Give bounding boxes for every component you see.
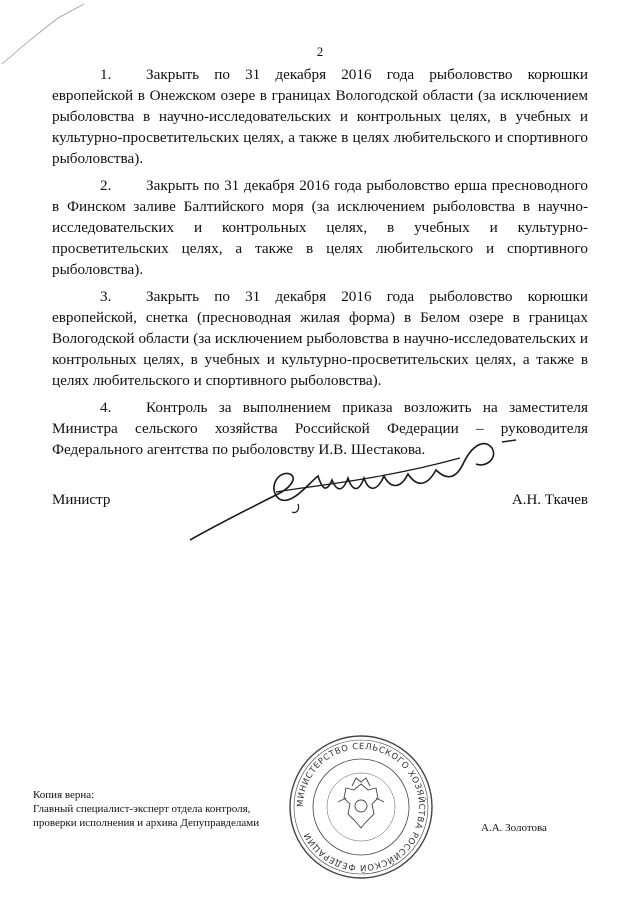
paragraph-number: 1. (100, 66, 112, 83)
official-seal (286, 732, 436, 882)
paragraph-text: Закрыть по 31 декабря 2016 года рыболовство корюшки европейской, снетка (пресноводная жилая форма) в Белом озере в границах Вологодской области (за исключением рыболовства в научно-исследовательских и контрольных целях, в учебных и культурно-просветительских целях, а также в целях любительского и спортивного рыболовства). (52, 288, 588, 389)
signer-position: Министр (52, 492, 111, 508)
paragraph-1 (52, 64, 588, 169)
paragraph-text: Закрыть по 31 декабря 2016 года рыболовство ерша пресноводного в Финском заливе Балтийского моря (за исключением рыболовства в научно-исследовательских и контрольных целях, в учебных и культурно-просветительских целях, а также в целях любительского и спортивного рыболовства). (52, 177, 588, 278)
page-number: 2 (316, 44, 324, 59)
copy-title: Копия верна: (33, 789, 95, 801)
paragraph-number: 2. (100, 177, 112, 194)
copy-position-line-1: Главный специалист-эксперт отдела контроля, (33, 803, 251, 815)
seal-text: МИНИСТЕРСТВО СЕЛЬСКОГО ХОЗЯЙСТВА РОССИЙСКОЙ ФЕДЕРАЦИИ (295, 741, 427, 873)
paragraph-text: Закрыть по 31 декабря 2016 года рыболовство корюшки европейской в Онежском озере в границах Вологодской области (за исключением рыболовства в научно-исследовательских и контрольных целях, в учебных и культурно-просветительских целях, а также в целях любительского и спортивного рыболовства). (52, 66, 588, 167)
copy-position-line-2: проверки исполнения и архива Депуправделами (33, 817, 260, 829)
coat-of-arms-icon (338, 778, 384, 828)
paragraph-number: 3. (100, 288, 112, 305)
copy-certification (33, 788, 293, 830)
order-body (52, 64, 588, 466)
paragraph-text: Контроль за выполнением приказа возложить на заместителя Министра сельского хозяйства Российской Федерации – руководителя Федерального агентства по рыболовству И.В. Шестакова. (52, 399, 588, 458)
paragraph-3 (52, 286, 588, 391)
handwritten-signature (180, 418, 540, 548)
paragraph-2 (52, 175, 588, 280)
signer-name: А.Н. Ткачев (511, 492, 588, 508)
copy-certifier-name: А.А. Золотова (481, 822, 547, 834)
paragraph-number: 4. (100, 399, 112, 416)
